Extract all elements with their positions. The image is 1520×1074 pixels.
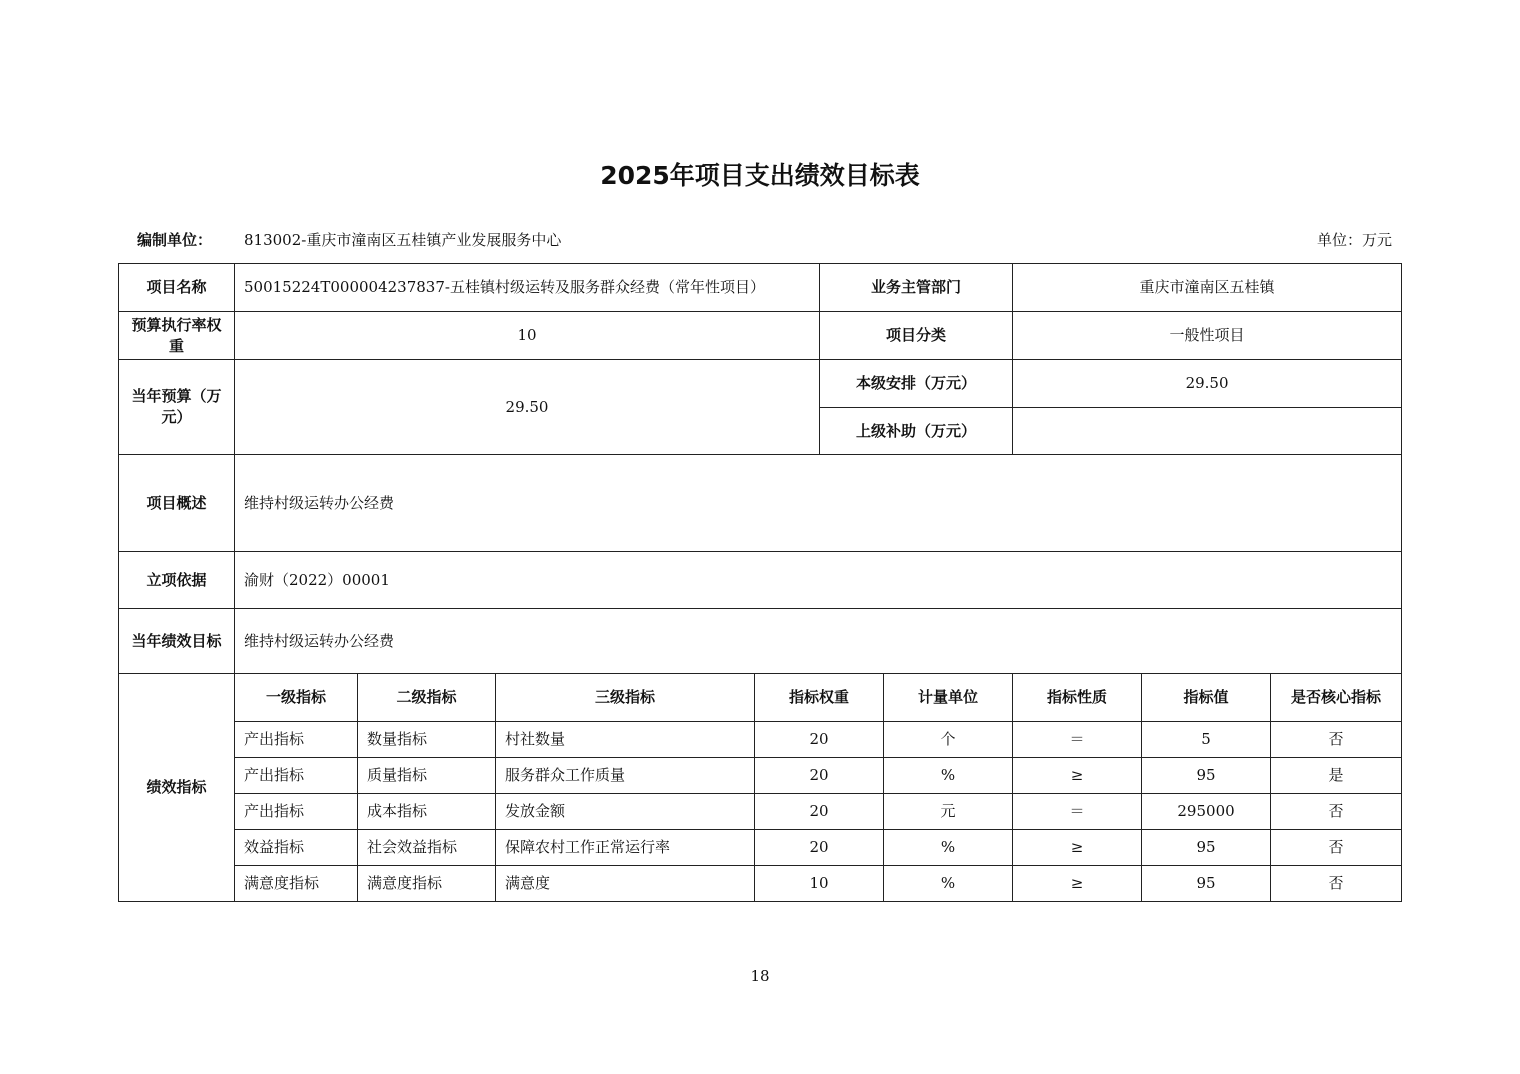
nature-cell: ≥ [1013,758,1142,794]
level2-cell: 数量指标 [358,722,496,758]
unit-cell: 元 [884,794,1013,830]
nature-cell: ≥ [1013,830,1142,866]
value-cell: 95 [1142,758,1271,794]
core-cell: 否 [1271,722,1402,758]
table-row [119,866,1402,902]
column-header: 指标值 [1142,674,1271,722]
local-budget-label: 本级安排（万元） [820,360,1013,408]
overview-value: 维持村级运转办公经费 [235,455,1402,552]
level3-cell: 服务群众工作质量 [496,758,755,794]
column-header: 是否核心指标 [1271,674,1402,722]
level1-cell: 效益指标 [235,830,358,866]
goal-label: 当年绩效目标 [119,609,235,674]
level2-cell: 成本指标 [358,794,496,830]
page-title: 2025年项目支出绩效目标表 [600,161,920,190]
level3-cell: 发放金额 [496,794,755,830]
nature-cell: ＝ [1013,722,1142,758]
exec-rate-label: 预算执行率权重 [119,312,235,360]
level3-cell: 保障农村工作正常运行率 [496,830,755,866]
level2-cell: 质量指标 [358,758,496,794]
exec-rate-value: 10 [235,312,820,360]
table-row [119,758,1402,794]
table-row [119,794,1402,830]
column-header: 指标权重 [755,674,884,722]
column-header: 指标性质 [1013,674,1142,722]
weight-cell: 20 [755,794,884,830]
level3-cell: 满意度 [496,866,755,902]
value-cell: 95 [1142,866,1271,902]
value-cell: 5 [1142,722,1271,758]
indicators-section-label: 绩效指标 [119,674,235,902]
level1-cell: 产出指标 [235,722,358,758]
basis-value: 渝财（2022）00001 [235,552,1402,609]
column-header: 三级指标 [496,674,755,722]
column-header: 计量单位 [884,674,1013,722]
dept-label: 业务主管部门 [820,264,1013,312]
goal-value: 维持村级运转办公经费 [235,609,1402,674]
core-cell: 否 [1271,866,1402,902]
level3-cell: 村社数量 [496,722,755,758]
performance-table [118,263,1402,902]
unit-label: 单位：万元 [1316,231,1392,249]
project-name-value: 50015224T000004237837-五桂镇村级运转及服务群众经费（常年性项目） [235,264,820,312]
dept-value: 重庆市潼南区五桂镇 [1013,264,1402,312]
local-budget-value: 29.50 [1013,360,1402,408]
value-cell: 95 [1142,830,1271,866]
budget-value: 29.50 [235,360,820,455]
table-row [119,722,1402,758]
org-label: 编制单位： [137,231,213,249]
core-cell: 否 [1271,830,1402,866]
core-cell: 否 [1271,794,1402,830]
table-row [119,830,1402,866]
nature-cell: ＝ [1013,794,1142,830]
project-name-label: 项目名称 [119,264,235,312]
unit-cell: % [884,830,1013,866]
unit-cell: % [884,866,1013,902]
level2-cell: 满意度指标 [358,866,496,902]
column-header: 二级指标 [358,674,496,722]
category-value: 一般性项目 [1013,312,1402,360]
weight-cell: 20 [755,722,884,758]
page-number: 18 [750,967,770,985]
weight-cell: 20 [755,758,884,794]
unit-cell: % [884,758,1013,794]
level1-cell: 满意度指标 [235,866,358,902]
org-value: 813002-重庆市潼南区五桂镇产业发展服务中心 [244,231,562,249]
overview-label: 项目概述 [119,455,235,552]
category-label: 项目分类 [820,312,1013,360]
upper-subsidy-label: 上级补助（万元） [820,408,1013,455]
unit-cell: 个 [884,722,1013,758]
column-header: 一级指标 [235,674,358,722]
level1-cell: 产出指标 [235,794,358,830]
upper-subsidy-value [1013,408,1402,455]
value-cell: 295000 [1142,794,1271,830]
basis-label: 立项依据 [119,552,235,609]
nature-cell: ≥ [1013,866,1142,902]
core-cell: 是 [1271,758,1402,794]
budget-label: 当年预算（万元） [119,360,235,455]
weight-cell: 20 [755,830,884,866]
level2-cell: 社会效益指标 [358,830,496,866]
level1-cell: 产出指标 [235,758,358,794]
weight-cell: 10 [755,866,884,902]
